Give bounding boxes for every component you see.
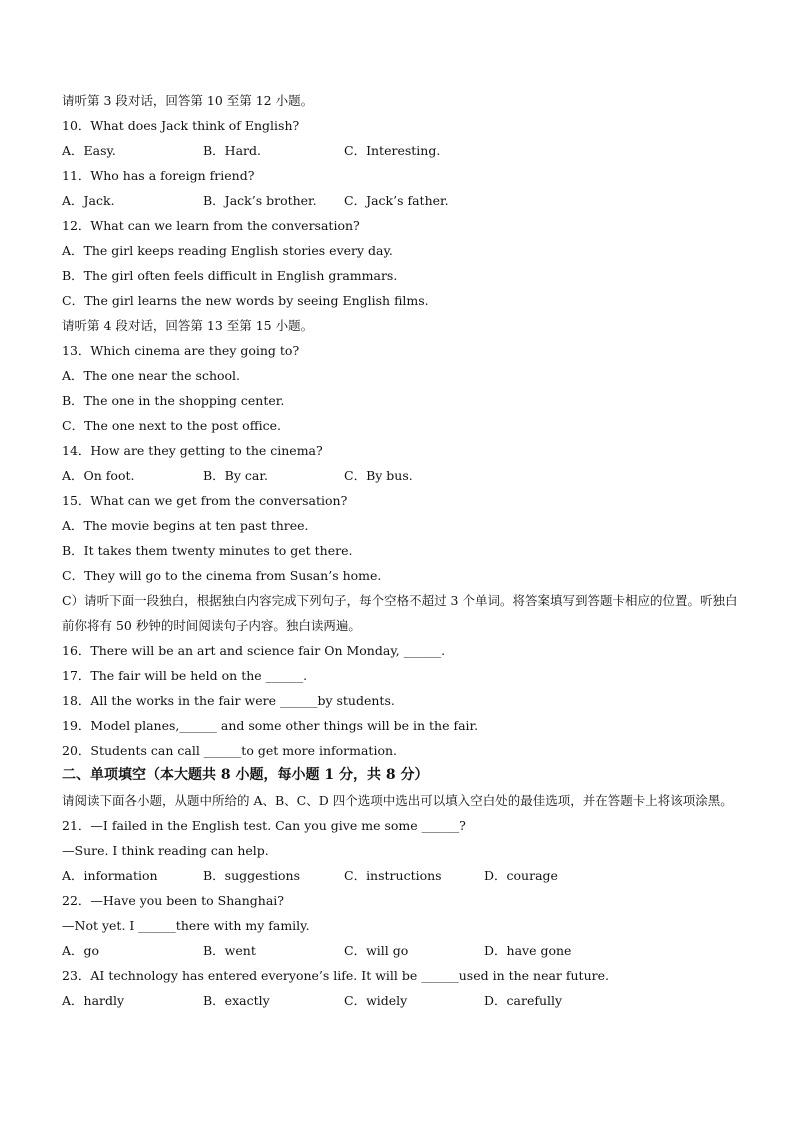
option-c: C．Interesting. [344,143,441,158]
text-line: —Sure. I think reading can help. [62,843,269,858]
text-line: B．It takes them twenty minutes to get there. [62,543,353,558]
option-a: A．information [62,868,158,883]
option-b: B．exactly [203,993,270,1008]
instruction-paragraph: C）请听下面一段独白，根据独白内容完成下列句子，每个空格不超过 3 个单词。将答案填写到答题卡相应的位置。听独白前你将有 50 秒钟的时间阅读句子内容。独白读两遍。 [62,593,738,633]
option-c: C．Jack’s father. [344,193,449,208]
option-d: D．carefully [484,993,563,1008]
exam-page [62,88,742,1013]
option-a: A．go [62,943,100,958]
text-line: 22．—Have you been to Shanghai? [62,893,284,908]
text-line: 13．Which cinema are they going to? [62,343,300,358]
text-line: 16．There will be an art and science fair On Monday, ______. [62,643,446,658]
instruction-paragraph: 请阅读下面各小题，从题中所给的 A、B、C、D 四个选项中选出可以填入空白处的最佳选项，并在答题卡上将该项涂黑。 [62,793,733,808]
text-line: 11．Who has a foreign friend? [62,168,255,183]
options-row [62,863,742,888]
text-line: —Not yet. I ______there with my family. [62,918,310,933]
option-a: A．On foot. [62,468,135,483]
text-line: A．The one near the school. [62,368,241,383]
text-line: 10．What does Jack think of English? [62,118,300,133]
text-line: C．They will go to the cinema from Susan’s home. [62,568,382,583]
text-line: B．The one in the shopping center. [62,393,285,408]
option-d: D．have gone [484,943,572,958]
options-row [62,463,742,488]
options-row [62,188,742,213]
option-c: C．By bus. [344,468,413,483]
option-c: C．widely [344,993,408,1008]
option-c: C．will go [344,943,409,958]
text-line: C．The girl learns the new words by seeing English films. [62,293,429,308]
option-d: D．courage [484,868,558,883]
text-line: A．The movie begins at ten past three. [62,518,309,533]
text-line: 21．—I failed in the English test. Can you give me some ______? [62,818,466,833]
option-b: B．Jack’s brother. [203,193,317,208]
option-a: A．Jack. [62,193,115,208]
options-row [62,138,742,163]
text-line: 17．The fair will be held on the ______. [62,668,308,683]
option-c: C．instructions [344,868,442,883]
text-line: A．The girl keeps reading English stories every day. [62,243,393,258]
text-line: 20．Students can call ______to get more information. [62,743,397,758]
options-row [62,988,742,1013]
option-a: A．Easy. [62,143,116,158]
text-line: 19．Model planes,______ and some other things will be in the fair. [62,718,479,733]
text-line: 14．How are they getting to the cinema? [62,443,323,458]
text-line: 12．What can we learn from the conversation? [62,218,360,233]
option-b: B．By car. [203,468,268,483]
options-row [62,938,742,963]
text-line: 15．What can we get from the conversation? [62,493,348,508]
text-line: C．The one next to the post office. [62,418,281,433]
text-line: 请听第 3 段对话，回答第 10 至第 12 小题。 [62,93,314,108]
text-line: 23．AI technology has entered everyone’s life. It will be ______used in the near future. [62,968,609,983]
option-b: B．suggestions [203,868,300,883]
option-a: A．hardly [62,993,125,1008]
text-line: 请听第 4 段对话，回答第 13 至第 15 小题。 [62,318,314,333]
option-b: B．went [203,943,256,958]
text-line: B．The girl often feels difficult in English grammars. [62,268,398,283]
section-heading: 二、单项填空（本大题共 8 小题，每小题 1 分，共 8 分） [62,767,429,783]
text-line: 18．All the works in the fair were ______by students. [62,693,395,708]
option-b: B．Hard. [203,143,261,158]
